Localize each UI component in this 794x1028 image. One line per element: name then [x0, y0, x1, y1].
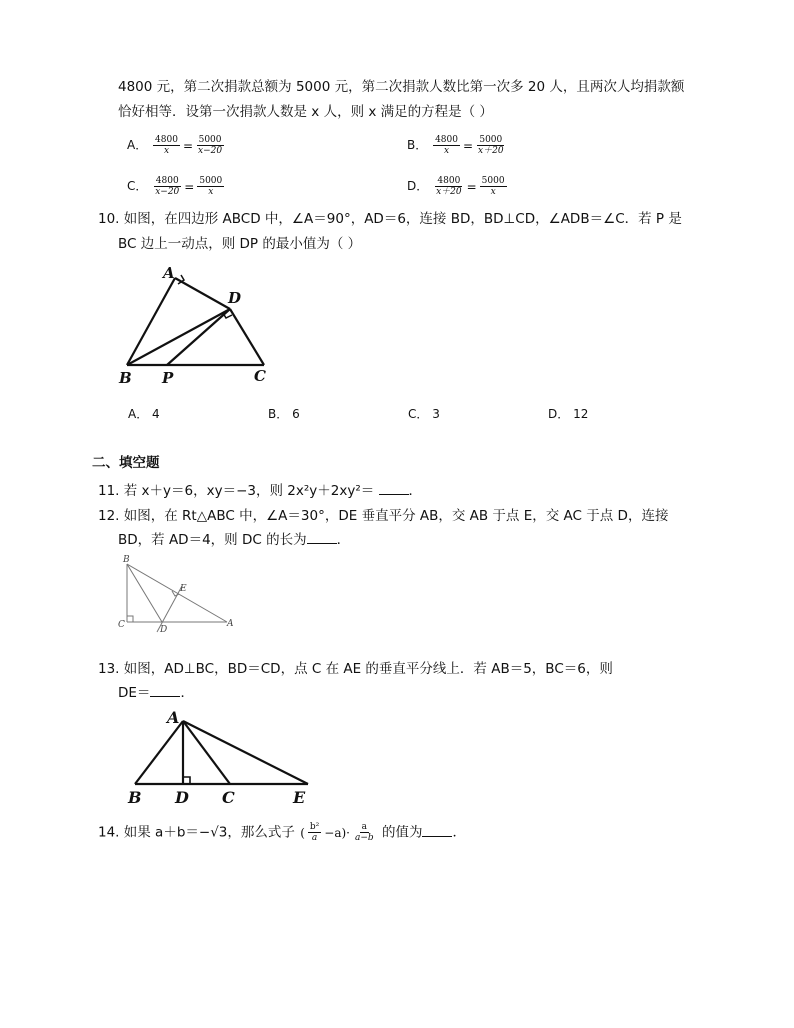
q9-option-c[interactable]: C． $\frac{4800}{x-20}$ = $\frac{5000}{x}$ [127, 176, 223, 197]
label-e: E [180, 584, 187, 594]
label-a: A [167, 708, 180, 727]
q10-option-c[interactable]: C． 3 [408, 407, 440, 421]
segment-ba [127, 564, 227, 622]
q14-text: 14. 如果 a＋b＝−√3，那么式子 ( $\frac{\text{b²}}{a}$ −a)· $\frac{a}{a-b}$ 的值为 ． [98, 822, 466, 843]
section-title-fill-in: 二、填空题 [92, 455, 160, 471]
label-d: D [228, 289, 242, 307]
label-d: D [160, 625, 168, 635]
q13-text-line2: DE＝ ． [118, 685, 194, 701]
label-a: A [163, 264, 175, 282]
segment-bd [127, 564, 162, 622]
q10-text-line1: 10. 如图，在四边形 ABCD 中，∠A＝90°，AD＝6，连接 BD，BD⊥CD，∠ADB＝∠C．若 P 是 [98, 211, 682, 227]
option-label: C． [127, 179, 148, 193]
label-b: B [123, 555, 130, 565]
label-c: C [254, 367, 266, 385]
fraction-right: $\frac{5000}{x-20}$ [198, 135, 223, 156]
q11-text: 11. 若 x＋y＝6，xy＝−3，则 2x²y＋2xy²＝ ． [98, 483, 423, 499]
q13-answer-blank[interactable] [150, 684, 180, 697]
label-e: E [293, 788, 306, 807]
q9-text-line1: 4800 元，第二次捐款总额为 5000 元，第二次捐款人数比第一次多 20 人，且两次人均捐款额 [118, 79, 685, 95]
fraction-left: $\frac{4800}{x}$ [155, 135, 178, 156]
segment-ab [135, 721, 183, 784]
q9-text-line2: 恰好相等．设第一次捐款人数是 x 人，则 x 满足的方程是（ ） [118, 104, 493, 120]
label-c: C [118, 620, 125, 630]
option-label: B． [407, 138, 428, 152]
q10-quadrilateral-figure [112, 262, 277, 387]
q12-text-line2: BD，若 AD＝4，则 DC 的长为 ． [118, 532, 351, 548]
q13-text-line1: 13. 如图，AD⊥BC，BD＝CD，点 C 在 AE 的垂直平分线上．若 AB＝5，BC＝6，则 [98, 661, 613, 677]
label-b: B [128, 788, 142, 807]
q10-option-a[interactable]: A． 4 [128, 407, 160, 421]
label-c: C [222, 788, 235, 807]
q13-triangle-figure [125, 705, 317, 807]
q10-option-d[interactable]: D． 12 [548, 407, 589, 421]
q9-option-d[interactable]: D． $\frac{4800}{x+20}$ = $\frac{5000}{x}$ [407, 176, 505, 197]
fraction-left: $\frac{4800}{x-20}$ [155, 176, 180, 197]
fraction-right: $\frac{5000}{x}$ [481, 176, 505, 197]
q12-text-line1: 12. 如图，在 Rt△ABC 中，∠A＝30°，DE 垂直平分 AB，交 AB 于点 E，交 AC 于点 D，连接 [98, 508, 669, 524]
label-b: B [119, 369, 132, 387]
segment-ac [183, 721, 230, 784]
q10-option-b[interactable]: B． 6 [268, 407, 300, 421]
fraction-right: $\frac{5000}{x+20}$ [478, 135, 504, 156]
option-label: A． [127, 138, 148, 152]
label-d: D [175, 788, 189, 807]
segment-ae [183, 721, 308, 784]
q12-triangle-figure [115, 552, 240, 636]
fraction-a-over-a-minus-b: $\frac{a}{a-b}$ [354, 822, 374, 843]
label-p: P [162, 369, 174, 387]
q14-answer-blank[interactable] [422, 824, 452, 837]
fraction-right: $\frac{5000}{x}$ [199, 176, 223, 197]
q10-text-line2: BC 边上一动点，则 DP 的最小值为（ ） [118, 236, 362, 252]
fraction-left: $\frac{4800}{x}$ [435, 135, 458, 156]
q12-answer-blank[interactable] [307, 531, 337, 544]
q11-answer-blank[interactable] [379, 482, 409, 495]
segment-ad [175, 278, 230, 309]
segment-dc [230, 309, 264, 365]
fraction-b2-over-a: $\frac{\text{b²}}{a}$ [309, 822, 320, 843]
option-label: D． [407, 179, 429, 193]
fraction-left: $\frac{4800}{x+20}$ [436, 176, 462, 197]
q9-option-a[interactable]: A． $\frac{4800}{x}$ = $\frac{5000}{x-20}$ [127, 135, 223, 156]
q9-option-b[interactable]: B． $\frac{4800}{x}$ = $\frac{5000}{x+20}$ [407, 135, 504, 156]
right-angle-mark-c [127, 616, 133, 622]
label-a: A [227, 619, 234, 629]
